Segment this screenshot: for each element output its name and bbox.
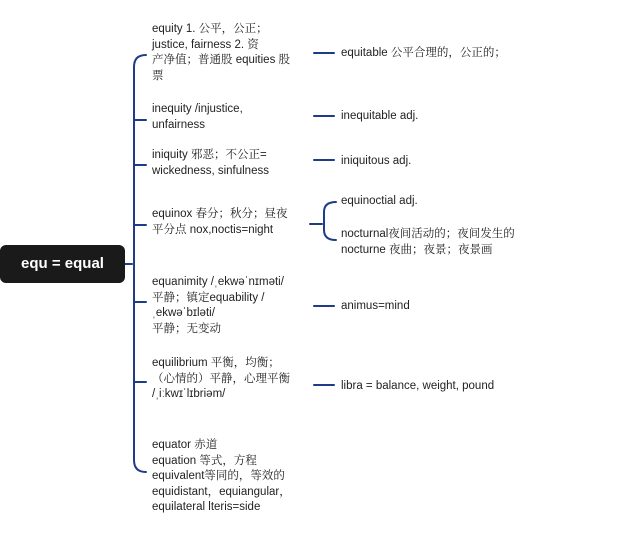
branch-node-equanimity[interactable]: equanimity /ˌekwəˈnɪməti/ 平静；镇定equability / ˌekwəˈbɪləti/ 平静；无变动	[152, 276, 284, 335]
child-node-iniquitous[interactable]: iniquitous adj.	[341, 155, 412, 167]
child-node-equitable[interactable]: equitable 公平合理的，公正的；	[341, 47, 506, 59]
child-connector	[324, 202, 336, 240]
trunk-line	[134, 55, 146, 472]
root-node[interactable]: equ = equal	[0, 245, 125, 283]
child-node-equinoctial[interactable]: equinoctial adj.	[341, 195, 418, 207]
child-node-nocturnal[interactable]: nocturnal夜间活动的；夜间发生的 nocturne 夜曲；夜景；夜景画	[341, 228, 515, 256]
branch-node-equator[interactable]: equator 赤道 equation 等式，方程 equivalent等同的，等效的 equidistant，equiangular， equilateral lteris=side	[152, 439, 291, 513]
branch-node-equilibrium[interactable]: equilibrium 平衡，均衡； （心情的）平静，心理平衡 /ˌiːkwɪˈlɪbriəm/	[152, 357, 290, 400]
child-node-animus[interactable]: animus=mind	[341, 300, 410, 312]
child-node-inequitable[interactable]: inequitable adj.	[341, 110, 419, 122]
branch-node-equinox[interactable]: equinox 春分；秋分；昼夜 平分点 nox,noctis=night	[152, 208, 288, 236]
child-node-libra[interactable]: libra = balance, weight, pound	[341, 380, 495, 392]
branch-node-iniquity[interactable]: iniquity 邪恶；不公正= wickedness, sinfulness	[152, 149, 269, 177]
branch-node-equity[interactable]: equity 1. 公平，公正； justice, fairness 2. 资 产净值；普通股 equities 股 票	[152, 23, 291, 82]
branch-node-inequity[interactable]: inequity /injustice, unfairness	[152, 103, 243, 131]
